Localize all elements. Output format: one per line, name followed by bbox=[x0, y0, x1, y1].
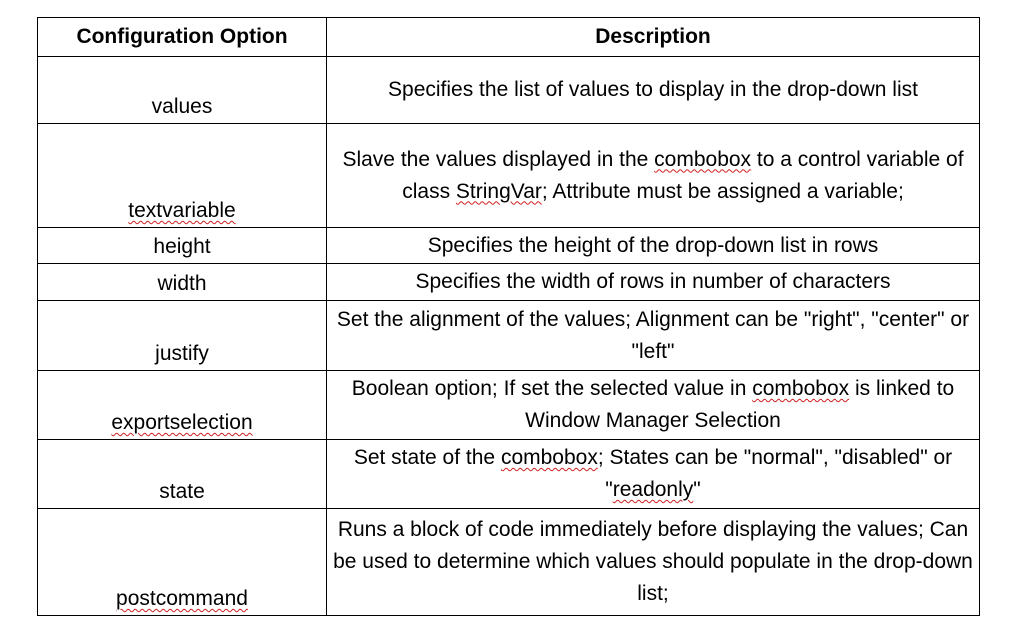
option-cell: state bbox=[38, 440, 327, 509]
option-cell: height bbox=[38, 228, 327, 264]
option-cell: values bbox=[38, 57, 327, 124]
desc-part-flagged: readonly bbox=[612, 478, 694, 501]
desc-part: to a control variable of class bbox=[402, 147, 964, 203]
table-row bbox=[38, 301, 980, 371]
header-row bbox=[38, 18, 980, 57]
desc-part: ; Attribute must be assigned a variable; bbox=[541, 179, 904, 203]
table-row bbox=[38, 57, 980, 124]
option-text: postcommand bbox=[116, 587, 248, 610]
option-cell: justify bbox=[38, 301, 327, 371]
table-row bbox=[38, 228, 980, 264]
description-cell bbox=[327, 440, 980, 509]
desc-part-flagged: combobox bbox=[752, 377, 850, 400]
header-description: Description bbox=[327, 18, 980, 57]
desc-part: " bbox=[693, 478, 701, 501]
desc-part: Set state of the bbox=[353, 446, 496, 469]
desc-part-flagged: combobox bbox=[654, 147, 752, 171]
table-row bbox=[38, 264, 980, 301]
table-row bbox=[38, 371, 980, 440]
desc-part: ; States can be "normal", "disabled" or " bbox=[597, 446, 953, 501]
option-text: exportselection bbox=[111, 411, 253, 434]
description-cell: Specifies the list of values to display in the drop-down list bbox=[327, 57, 980, 124]
table-row bbox=[38, 509, 980, 616]
description-cell bbox=[327, 124, 980, 228]
desc-part-flagged: combobox bbox=[500, 446, 598, 469]
header-option: Configuration Option bbox=[38, 18, 327, 57]
description-cell: Set the alignment of the values; Alignment can be "right", "center" or "left" bbox=[327, 301, 980, 371]
description-cell bbox=[327, 371, 980, 440]
table-row bbox=[38, 124, 980, 228]
option-cell bbox=[38, 509, 327, 616]
option-text: textvariable bbox=[128, 199, 236, 222]
description-cell: Runs a block of code immediately before displaying the values; Can be used to determine which values should populate in the drop-down list; bbox=[327, 509, 980, 616]
option-cell bbox=[38, 371, 327, 440]
desc-part: Boolean option; If set the selected value in bbox=[351, 377, 747, 400]
table-row bbox=[38, 440, 980, 509]
description-cell: Specifies the height of the drop-down list in rows bbox=[327, 228, 980, 264]
option-cell: width bbox=[38, 264, 327, 301]
desc-part-flagged: StringVar bbox=[455, 179, 542, 203]
configuration-table bbox=[37, 17, 980, 616]
option-cell bbox=[38, 124, 327, 228]
description-cell: Specifies the width of rows in number of characters bbox=[327, 264, 980, 301]
desc-part: Slave the values displayed in the bbox=[342, 147, 649, 171]
desc-part: is linked to Window Manager Selection bbox=[525, 377, 955, 432]
